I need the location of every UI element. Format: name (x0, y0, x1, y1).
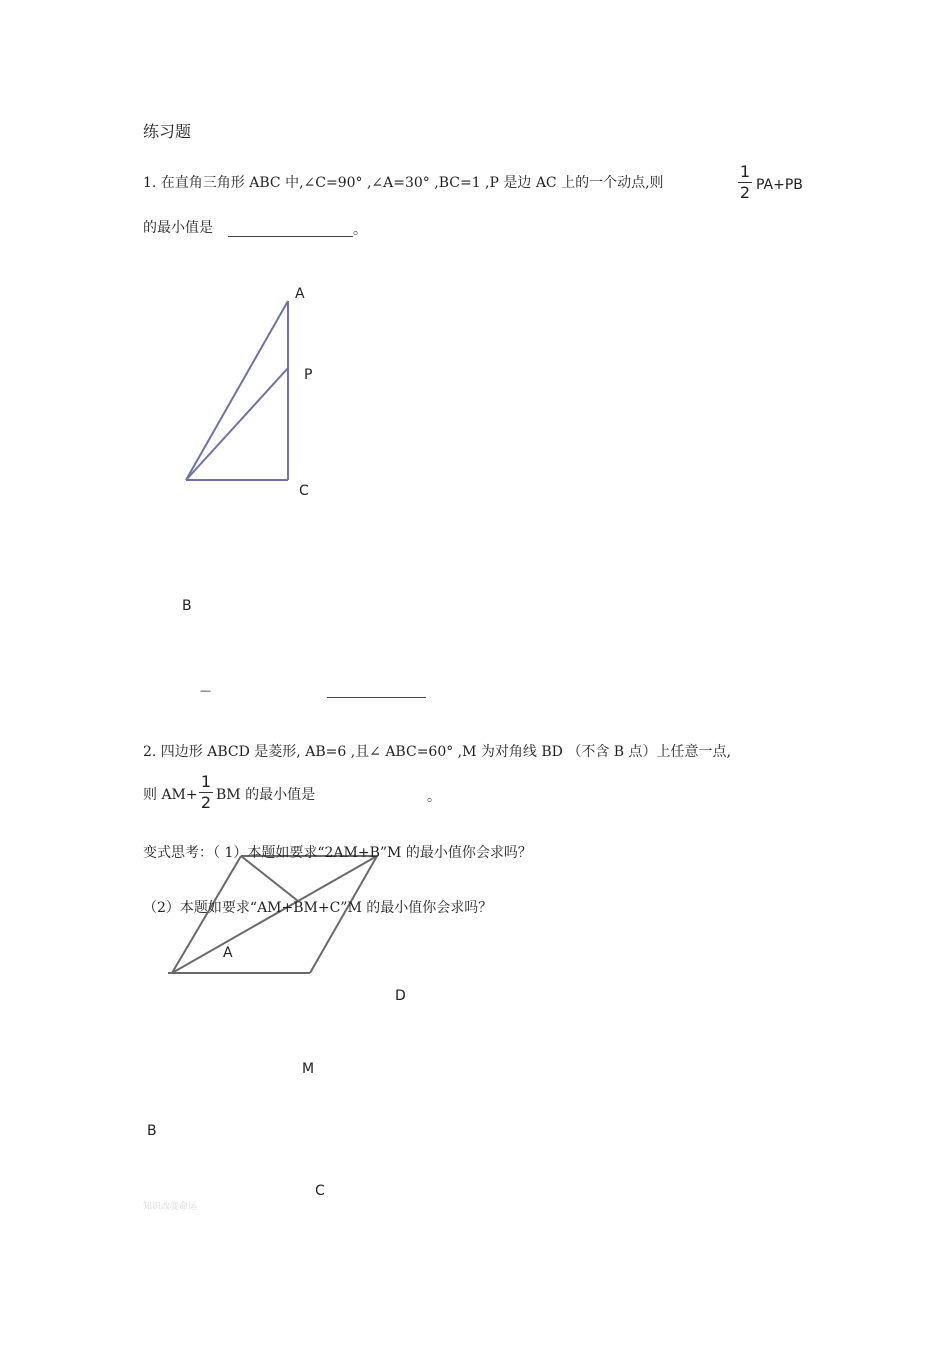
q2-frac-denominator: 2 (200, 793, 212, 812)
stray-underline (327, 697, 426, 698)
q1-frac-numerator: 1 (739, 162, 751, 181)
label-c: C (299, 483, 309, 499)
q1-expr-tail: PA+PB (756, 177, 803, 193)
label-q2-c: C (315, 1183, 325, 1199)
label-a: A (295, 286, 305, 302)
segment-bp (186, 368, 288, 480)
segment-to-m (241, 856, 298, 901)
variant-question-1: 变式思考：（ 1）本题如要求“2AM+B”M 的最小值你会求吗？ (143, 845, 532, 861)
label-q2-d: D (395, 988, 406, 1004)
q1-period: 。 (353, 222, 367, 238)
edge-ba (186, 301, 288, 480)
q2-fraction (199, 773, 213, 812)
stray-dash: — (200, 684, 211, 697)
q1-line2: 的最小值是 (143, 220, 213, 236)
triangle-lines (186, 301, 288, 480)
q2-period: 。 (427, 789, 441, 805)
label-p: P (304, 367, 313, 383)
q2-frac-numerator: 1 (200, 772, 212, 791)
label-b: B (182, 598, 192, 614)
q2-line2-prefix: 则 AM+ (143, 787, 198, 803)
q2-line2-suffix: BM 的最小值是 (216, 787, 316, 803)
label-q2-m: M (302, 1061, 315, 1077)
q2-line1: 2. 四边形 ABCD 是菱形, AB=6 ,且∠ ABC=60° ,M 为对角线 BD （不含 B 点）上任意一点, (143, 744, 731, 760)
footer-watermark: 知识改变命运 (143, 1202, 198, 1212)
label-q2-a: A (223, 945, 233, 961)
label-q2-b: B (147, 1123, 157, 1139)
page-title: 练习题 (143, 122, 192, 141)
variant-question-2: （2）本题如要求“AM+BM+C”M 的最小值你会求吗？ (143, 900, 493, 916)
q1-text: 1. 在直角三角形 ABC 中,∠C=90° ,∠A=30° ,BC=1 ,P 是边 AC 上的一个动点,则 (143, 175, 664, 191)
q1-frac-denominator: 2 (739, 183, 751, 202)
